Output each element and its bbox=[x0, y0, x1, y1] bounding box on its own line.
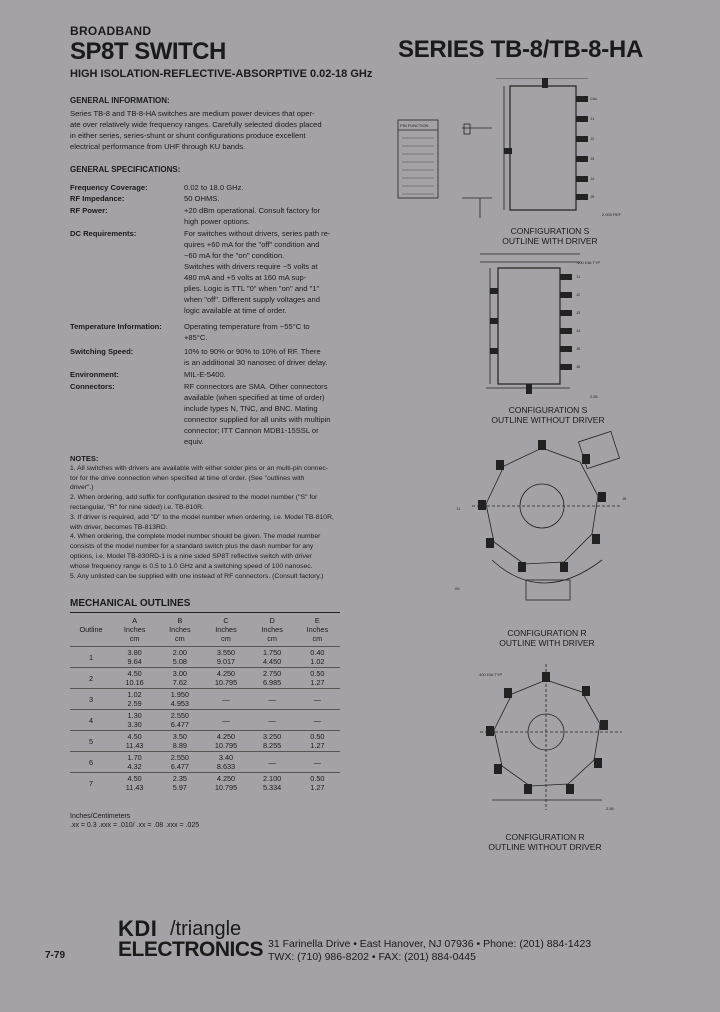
table-header-cell: cm bbox=[129, 634, 140, 643]
dimension-cell bbox=[157, 710, 202, 731]
table-header-row bbox=[70, 625, 340, 634]
dimension-cell bbox=[157, 773, 202, 794]
svg-text:J4: J4 bbox=[590, 176, 595, 181]
outline-number-cell: 1 bbox=[70, 647, 112, 668]
dimension-cm: 1.27 bbox=[310, 678, 325, 687]
spec-value-line: connector; ITT Cannon MDB1-15SSL or bbox=[184, 426, 319, 435]
dimension-cell bbox=[203, 752, 250, 773]
spec-value bbox=[184, 182, 346, 193]
dimension-cm: 4.953 bbox=[170, 699, 189, 708]
general-info-line: ate over relatively wide frequency ranges. Carefully selected diodes placed bbox=[70, 120, 322, 129]
dimension-cell bbox=[295, 647, 340, 668]
svg-text:2.85: 2.85 bbox=[606, 806, 614, 811]
table-header-cell: cm bbox=[221, 634, 231, 643]
logo-kdi: KDI bbox=[118, 916, 158, 941]
dimension-inches: 2.100 bbox=[262, 774, 282, 783]
svg-text:2.85: 2.85 bbox=[590, 394, 598, 399]
caption-line: OUTLINE WITH DRIVER bbox=[502, 236, 598, 246]
spec-value-line: logic available at time of order. bbox=[184, 306, 287, 315]
dimension-inches: 4.250 bbox=[216, 774, 236, 783]
caption-line: OUTLINE WITH DRIVER bbox=[499, 638, 595, 648]
svg-text:J5: J5 bbox=[590, 194, 595, 199]
spec-label: Connectors: bbox=[70, 382, 115, 391]
table-row bbox=[70, 668, 340, 689]
dimension-cell bbox=[249, 689, 294, 710]
table-header-cell: Inches bbox=[215, 625, 237, 634]
spec-label: Frequency Coverage: bbox=[70, 183, 148, 192]
spec-value-line: 0.02 to 18.0 GHz. bbox=[184, 183, 244, 192]
dimension-cm: 7.62 bbox=[172, 678, 187, 687]
dimension-cm: 11.43 bbox=[125, 741, 144, 750]
dimension-cm: 4.32 bbox=[127, 762, 142, 771]
dimension-cm: 6.985 bbox=[262, 678, 282, 687]
note-line: 2. When ordering, add suffix for configuration desired to the model number ("S" for bbox=[70, 494, 318, 502]
dimension-cell bbox=[112, 668, 157, 689]
general-specs-heading: GENERAL SPECIFICATIONS: bbox=[70, 165, 181, 174]
caption-line: CONFIGURATION S bbox=[510, 226, 590, 236]
address-line: 31 Farinella Drive • East Hanover, NJ 07936 • Phone: (201) 884-1423 bbox=[268, 938, 592, 950]
spec-value bbox=[184, 346, 346, 368]
spec-value-line: include types N, TNC, and BNC. Mating bbox=[184, 404, 318, 413]
dimension-inches: — bbox=[268, 757, 276, 767]
outline-number-cell: 2 bbox=[70, 668, 112, 689]
dimension-cell bbox=[112, 647, 157, 668]
dimension-inches: 0.50 bbox=[310, 732, 325, 741]
spec-value-line: MIL-E-5400. bbox=[184, 370, 226, 379]
dimension-inches: 4.250 bbox=[216, 669, 236, 678]
dimension-cm: 10.16 bbox=[125, 678, 144, 687]
spec-label: Environment: bbox=[70, 370, 119, 379]
dimension-inches: — bbox=[313, 757, 322, 767]
dimension-inches: 2.00 bbox=[172, 648, 187, 657]
outline-s-driver-diagram bbox=[392, 78, 650, 224]
dimension-cm: 9.64 bbox=[127, 657, 142, 666]
note-line: options, i.e. Model TB-830RD-1 is a nine sided SP8T reflective switch with driver bbox=[70, 552, 312, 560]
dimension-cell bbox=[157, 731, 202, 752]
dimension-cm: 10.795 bbox=[214, 741, 238, 750]
spec-value-line: quires +60 mA for the "off" condition and bbox=[184, 240, 320, 249]
table-header-cell: E bbox=[295, 613, 340, 626]
outline-number-cell: 7 bbox=[70, 773, 112, 794]
table-footnote-line: Inches/Centimeters bbox=[70, 813, 131, 820]
note-line: tor for the drive connection when specified at time of order. (See "outlines with bbox=[70, 474, 305, 482]
company-address bbox=[268, 938, 591, 964]
outline-s-nodriver-diagram bbox=[470, 248, 640, 402]
switch-body-outline bbox=[510, 86, 576, 210]
dimension-inches: 4.50 bbox=[127, 669, 142, 678]
spec-value-line: high power options. bbox=[184, 217, 250, 226]
dimension-cell bbox=[112, 773, 157, 794]
table-header-cell: Inches bbox=[306, 625, 329, 634]
dimension-cm: 5.334 bbox=[262, 783, 282, 792]
spec-value-line: 10% to 90% or 90% to 10% of RF. There bbox=[184, 347, 321, 356]
note-line: 4. When ordering, the complete model number should be given. The model number bbox=[70, 533, 321, 541]
dimension-cell bbox=[112, 689, 157, 710]
table-header-cell: Outline bbox=[79, 625, 103, 634]
dimension-cm: 1.02 bbox=[310, 657, 325, 666]
note-line: 5. Any unlisted can be supplied with one instead of RF connectors. (Consult factory.) bbox=[70, 572, 324, 580]
dimension-cm: 11.43 bbox=[125, 783, 144, 792]
spec-value-line: available (when specified at time of order) bbox=[184, 393, 325, 402]
dimension-cell bbox=[295, 752, 340, 773]
dimension-inches: 1.750 bbox=[262, 648, 282, 657]
table-header-cell: A bbox=[112, 613, 157, 626]
spec-value bbox=[184, 321, 346, 343]
spec-value-line: 50 OHMS. bbox=[184, 194, 220, 203]
dimension-inches: — bbox=[313, 715, 322, 725]
note-line: rectangular, "R" for nine sided) i.e. TB-810R. bbox=[70, 503, 204, 511]
caption-config-r-driver bbox=[452, 628, 642, 648]
dimension-cm: 5.08 bbox=[172, 657, 187, 666]
dimension-inches: — bbox=[222, 715, 230, 725]
dimension-inches: 3.250 bbox=[262, 732, 282, 741]
note-line: 3. If driver is required, add "D" to the model number when ordering, i.e. Model TB-810R, bbox=[70, 513, 334, 521]
table-header-cell bbox=[70, 634, 112, 647]
spec-label: Switching Speed: bbox=[70, 347, 134, 356]
table-header-cell: D bbox=[249, 613, 294, 626]
note-line: 1. All switches with drivers are available with either solder pins or an multi-pin connec- bbox=[70, 464, 329, 472]
pin-table-label: PIN FUNCTION bbox=[400, 123, 429, 128]
spec-label: DC Requirements: bbox=[70, 229, 137, 238]
dimension-inches: 2.550 bbox=[170, 753, 189, 762]
table-row bbox=[70, 731, 340, 752]
dimension-cell bbox=[249, 710, 294, 731]
dimension-cell bbox=[295, 668, 340, 689]
general-info-line: electrical performance from UHF through KU bands. bbox=[70, 142, 246, 151]
dimension-cell bbox=[203, 773, 250, 794]
caption-line: CONFIGURATION R bbox=[507, 628, 587, 638]
dimension-cell bbox=[249, 752, 294, 773]
dimension-cm: 10.795 bbox=[214, 678, 238, 687]
dimension-cm: 3.30 bbox=[127, 720, 142, 729]
dimension-inches: 3.550 bbox=[216, 648, 236, 657]
table-header-row bbox=[70, 613, 340, 626]
table-header-cell: Inches bbox=[169, 625, 191, 634]
caption-config-s-nodriver bbox=[453, 405, 643, 425]
svg-text:J5: J5 bbox=[576, 346, 581, 351]
svg-text:.400 DIA TYP: .400 DIA TYP bbox=[478, 672, 503, 677]
dimension-cm: 2.59 bbox=[127, 699, 142, 708]
general-info-line: in either series, series-shunt or shunt configurations produce excellent bbox=[70, 131, 306, 140]
dimension-inches: 1.70 bbox=[127, 753, 142, 762]
table-row bbox=[70, 689, 340, 710]
caption-line: OUTLINE WITHOUT DRIVER bbox=[491, 415, 605, 425]
dimension-cell bbox=[203, 731, 250, 752]
note-line: driver".) bbox=[70, 484, 94, 492]
spec-value bbox=[184, 205, 346, 227]
dimension-inches: 1.30 bbox=[127, 711, 142, 720]
spec-value-line: Switches with drivers require −5 volts at bbox=[184, 262, 318, 271]
dimension-inches: 0.40 bbox=[310, 648, 325, 657]
table-header-cell: Inches bbox=[123, 625, 146, 634]
caption-config-r-nodriver bbox=[450, 832, 640, 852]
table-header-row bbox=[70, 634, 340, 647]
table-header-cell: C bbox=[203, 613, 250, 626]
dimension-cell bbox=[112, 752, 157, 773]
outline-number-cell: 3 bbox=[70, 689, 112, 710]
svg-text:2.000 REF: 2.000 REF bbox=[602, 212, 622, 217]
dimension-inches: 4.50 bbox=[127, 732, 142, 741]
dimension-inches: 4.50 bbox=[127, 774, 142, 783]
table-header-cell: cm bbox=[312, 634, 323, 643]
spec-value-line: Operating temperature from −55°C to bbox=[184, 322, 310, 331]
caption-config-s-driver bbox=[455, 226, 645, 246]
dimension-cm: 10.795 bbox=[214, 783, 238, 792]
dimension-cell bbox=[249, 668, 294, 689]
outline-number-cell: 4 bbox=[70, 710, 112, 731]
note-line: consists of the model number for a standard switch plus the dash number for any bbox=[70, 543, 314, 551]
dimension-inches: 3.80 bbox=[127, 648, 142, 657]
spec-label: Temperature Information: bbox=[70, 322, 162, 331]
dimension-inches: — bbox=[268, 715, 276, 725]
spec-value-line: plies. Logic is TTL "0" when "on" and "1" bbox=[184, 284, 320, 293]
dimension-inches: 0.50 bbox=[310, 774, 325, 783]
svg-text:J2: J2 bbox=[590, 136, 595, 141]
logo-electronics: ELECTRONICS bbox=[118, 938, 264, 961]
dimension-cell bbox=[203, 689, 250, 710]
outline-number-cell: 6 bbox=[70, 752, 112, 773]
spec-value-line: For switches without drivers, series path re- bbox=[184, 229, 331, 238]
note-line: with driver, becomes TB-813RD. bbox=[70, 523, 168, 531]
mechanical-outlines-table bbox=[70, 612, 340, 793]
table-header-cell: Inches bbox=[261, 625, 283, 634]
dimension-cell bbox=[157, 647, 202, 668]
dimension-cell bbox=[203, 710, 250, 731]
table-footnote bbox=[70, 812, 199, 830]
mechanical-outlines-title: MECHANICAL OUTLINES bbox=[70, 598, 191, 609]
switch-body-outline bbox=[498, 268, 560, 384]
dimension-inches: 3.50 bbox=[172, 732, 187, 741]
caption-line: CONFIGURATION R bbox=[505, 832, 585, 842]
spec-value bbox=[184, 369, 346, 380]
dimension-inches: 2.750 bbox=[262, 669, 282, 678]
spec-value-line: when "off". Different supply voltages and bbox=[184, 295, 320, 304]
dimension-cell bbox=[112, 731, 157, 752]
svg-text:CAL: CAL bbox=[590, 96, 598, 101]
spec-value-line: +85°C. bbox=[184, 333, 208, 342]
dimension-cm: 1.27 bbox=[310, 783, 325, 792]
spec-value-line: connector supplied for all units with multipin bbox=[184, 415, 331, 424]
spec-value-line: RF connectors are SMA. Other connectors bbox=[184, 382, 328, 391]
dimension-inches: 3.00 bbox=[172, 669, 187, 678]
contact-line: TWX: (710) 986-8202 • FAX: (201) 884-0445 bbox=[268, 951, 476, 963]
dimension-cm: 8.633 bbox=[216, 762, 236, 771]
spec-value-line: equiv. bbox=[184, 437, 204, 446]
caption-line: CONFIGURATION S bbox=[508, 405, 588, 415]
dimension-cm: 9.017 bbox=[216, 657, 236, 666]
svg-text:J1: J1 bbox=[456, 506, 461, 511]
dimension-inches: 2.35 bbox=[172, 774, 187, 783]
header-broadband: BROADBAND bbox=[70, 24, 152, 38]
dimension-inches: — bbox=[222, 694, 230, 704]
notes-block bbox=[70, 454, 345, 581]
page-title: SP8T SWITCH bbox=[70, 38, 226, 65]
dimension-inches: — bbox=[268, 694, 276, 704]
dimension-cm: 5.97 bbox=[172, 783, 187, 792]
caption-line: OUTLINE WITHOUT DRIVER bbox=[488, 842, 602, 852]
page-number: 7-79 bbox=[45, 950, 66, 961]
page-subtitle: HIGH ISOLATION-REFLECTIVE-ABSORPTIVE 0.02-18 GHz bbox=[70, 68, 373, 80]
dimension-cell bbox=[112, 710, 157, 731]
dimension-cell bbox=[295, 689, 340, 710]
spec-value bbox=[184, 193, 346, 204]
spec-value-line: 480 mA and +5 volts at 160 mA sup- bbox=[184, 273, 307, 282]
dimension-cell bbox=[249, 731, 294, 752]
pin-table-box bbox=[398, 120, 438, 198]
table-row bbox=[70, 710, 340, 731]
series-title: SERIES TB-8/TB-8-HA bbox=[398, 36, 643, 63]
table-footnote-line: .xx = 0.3 .xxx = .010/ .xx = .08 .xxx = .025 bbox=[70, 822, 200, 829]
svg-text:J1: J1 bbox=[590, 116, 595, 121]
dimension-cell bbox=[157, 689, 202, 710]
dimension-inches: 3.40 bbox=[218, 753, 234, 762]
svg-text:J4: J4 bbox=[576, 328, 581, 333]
spec-value-line: +20 dBm operational. Consult factory for bbox=[184, 206, 321, 215]
outline-number-cell: 5 bbox=[70, 731, 112, 752]
general-info-line: Series TB-8 and TB-8-HA switches are medium power devices that oper- bbox=[70, 109, 315, 118]
table-header-cell: B bbox=[157, 613, 202, 626]
dimension-cell bbox=[157, 668, 202, 689]
dimension-inches: 0.50 bbox=[310, 669, 325, 678]
dimension-inches: 4.250 bbox=[216, 732, 236, 741]
dimension-inches: 2.550 bbox=[170, 711, 189, 720]
dimension-cell bbox=[295, 710, 340, 731]
dimension-cm: 8.255 bbox=[262, 741, 282, 750]
svg-text:.05: .05 bbox=[454, 586, 460, 591]
table-header-cell bbox=[70, 613, 112, 626]
notes-heading: NOTES: bbox=[70, 454, 99, 463]
table-row bbox=[70, 647, 340, 668]
dimension-cell bbox=[203, 668, 250, 689]
dimension-cell bbox=[295, 731, 340, 752]
general-info-body bbox=[70, 108, 360, 152]
dimension-cell bbox=[249, 773, 294, 794]
outline-r-driver-diagram bbox=[452, 430, 652, 620]
svg-text:J3: J3 bbox=[590, 156, 595, 161]
general-info-heading: GENERAL INFORMATION: bbox=[70, 96, 170, 105]
spec-value bbox=[184, 381, 346, 447]
svg-text:J6: J6 bbox=[576, 364, 581, 369]
dimension-cm: 6.477 bbox=[170, 762, 189, 771]
note-line: whose frequency range is 0.5 to 1.0 GHz and a switching speed of 100 nanosec. bbox=[70, 562, 313, 570]
dimension-cm: 6.477 bbox=[170, 720, 189, 729]
spec-value-line: −60 mA for the "on" condition. bbox=[184, 251, 285, 260]
spec-value bbox=[184, 228, 346, 316]
dimension-inches: 1.950 bbox=[170, 690, 189, 699]
dimension-cell bbox=[157, 752, 202, 773]
dimension-cm: 4.450 bbox=[262, 657, 282, 666]
spec-value-line: is an additional 30 nanosec of driver delay. bbox=[184, 358, 328, 367]
table-header-cell: cm bbox=[175, 634, 185, 643]
spec-label: RF Power: bbox=[70, 206, 108, 215]
table-header-cell: cm bbox=[267, 634, 277, 643]
svg-text:.400 DIA TYP: .400 DIA TYP bbox=[576, 260, 601, 265]
table-row bbox=[70, 752, 340, 773]
dimension-cell bbox=[249, 647, 294, 668]
dimension-inches: — bbox=[313, 694, 322, 704]
dimension-cell bbox=[295, 773, 340, 794]
outline-r-nodriver-diagram bbox=[472, 660, 642, 825]
dimension-cell bbox=[203, 647, 250, 668]
svg-text:J3: J3 bbox=[576, 310, 581, 315]
logo-triangle: /triangle bbox=[170, 918, 242, 940]
dimension-cm: 1.27 bbox=[310, 741, 325, 750]
dimension-cm: 8.89 bbox=[172, 741, 187, 750]
svg-text:J1: J1 bbox=[576, 274, 581, 279]
dimension-inches: 1.02 bbox=[127, 690, 142, 699]
table-row bbox=[70, 773, 340, 794]
svg-text:J2: J2 bbox=[576, 292, 581, 297]
svg-text:J5: J5 bbox=[622, 496, 627, 501]
spec-label: RF Impedance: bbox=[70, 194, 125, 203]
